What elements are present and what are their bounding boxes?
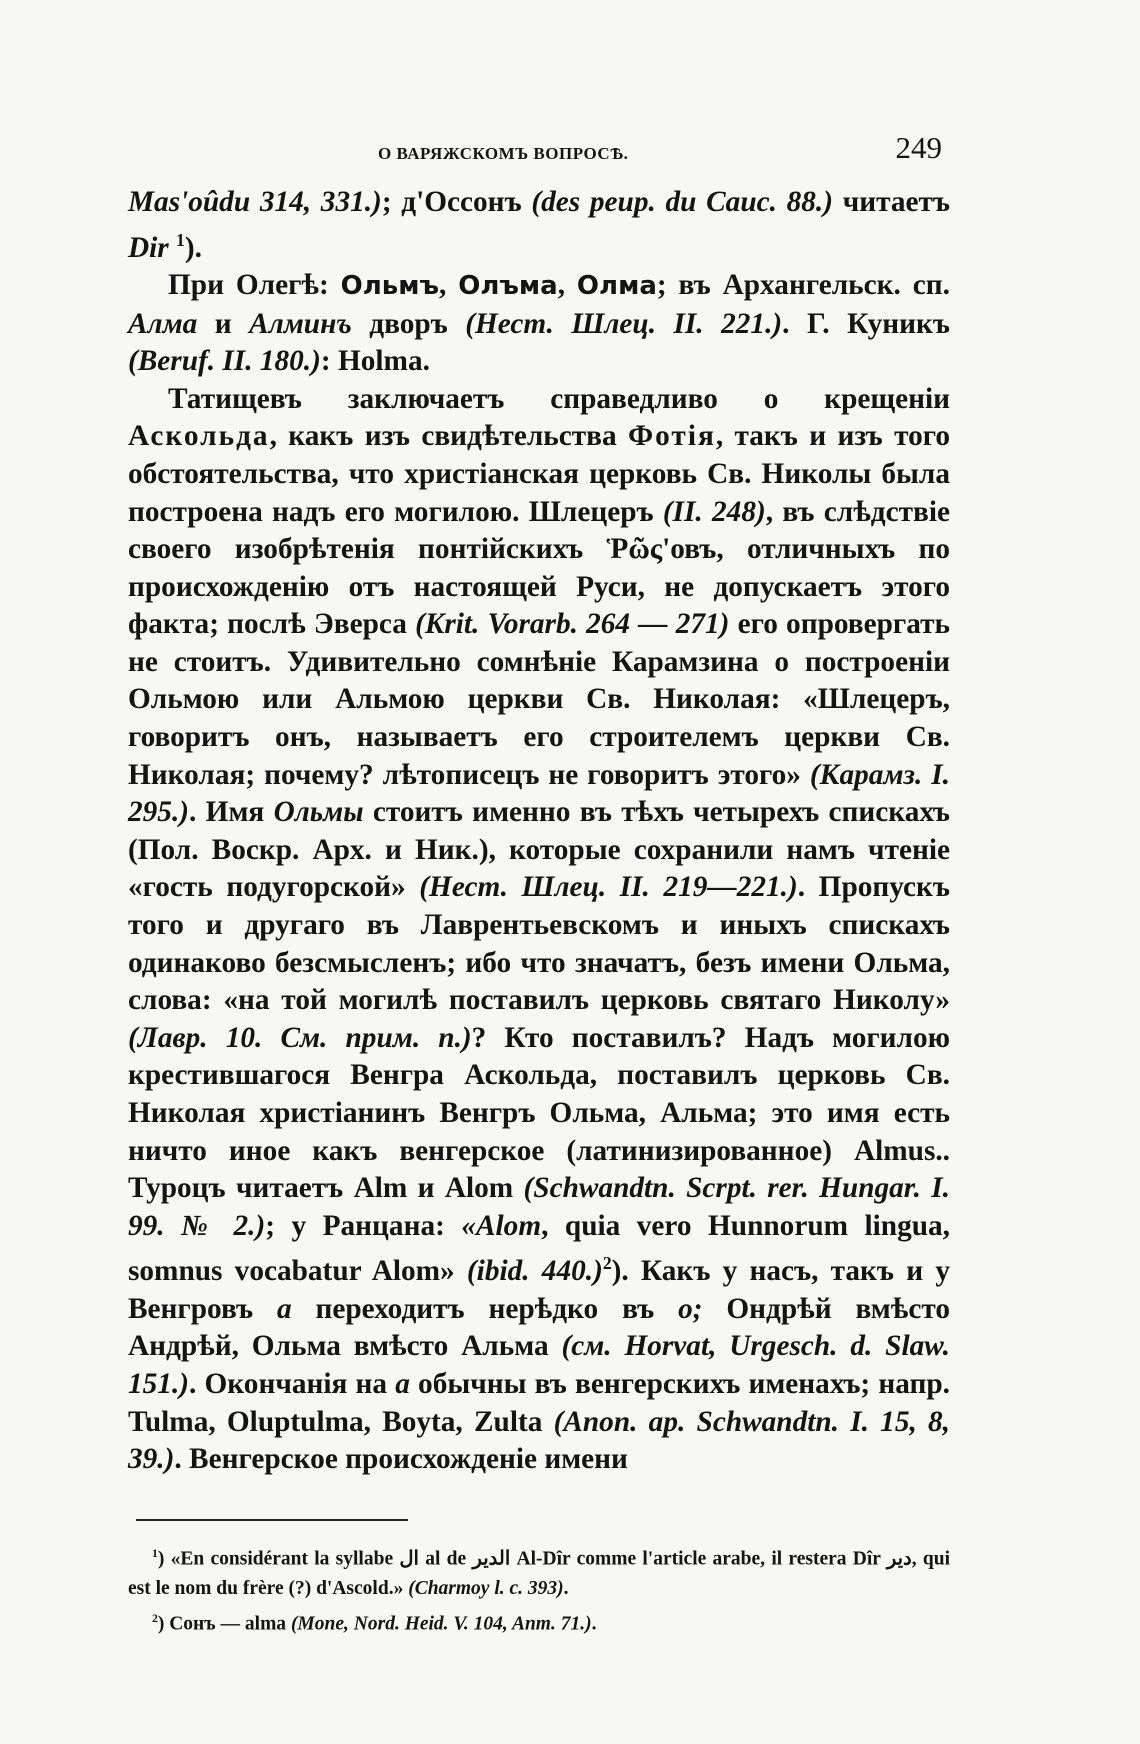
paragraph: Mas'oûdu 314, 331.); д'Оссонъ (des peup. du Cauc. 88.) читаетъ Dir $^1$). xyxy=(128,186,950,264)
body-text xyxy=(128,184,950,1479)
page-header xyxy=(128,128,950,176)
footnotes xyxy=(128,1539,950,1640)
footnote: $^1$) «En considérant la syllabe ال al de الدير Al-Dîr comme l'article arabe, il restera Dîr دير, qui est le nom du frère (?) d'Ascold.» (Charmoy l. c. 393). xyxy=(128,1546,951,1600)
footnote-divider xyxy=(136,1519,408,1521)
paragraph: Татищевъ заключаетъ справедливо о крещеніи Аскольда, какъ изъ свидѣтельства Фотія, такъ и изъ того обстоятельства, что христіанская церковь Св. Николы была построена надъ его могилою. Шлецеръ (II. 248), въ слѣдствіе своего изобрѣтенія понтійскихъ Ῥῶς'овъ, отличныхъ по происхожденію отъ настоящей Руси, не допускаетъ этого факта; послѣ Эверса (Krit. Vorarb. 264 — 271) его опровергать не стоитъ. Удивительно сомнѣніе Карамзина о построеніи Ольмою или Альмою церкви Св. Николая: «Шлецеръ, говоритъ онъ, называетъ его строителемъ церкви Св. Николая; почему? лѣтописецъ не говоритъ этого» (Карамз. I. 295.). Имя Ольмы стоитъ именно въ тѣхъ четырехъ спискахъ (Пол. Воскр. Арх. и Ник.), которые сохранили намъ чтеніе «гость подугорской» (Нест. Шлец. II. 219—221.). Пропускъ того и другаго въ Лаврентьевскомъ и иныхъ спискахъ одинаково безсмысленъ; ибо что значатъ, безъ имени Ольма, слова: «на той могилѣ поставилъ церковь святаго Николу» (Лавр. 10. См. прим. п.)? Кто поставилъ? Надъ могилою крестившагося Венгра Аскольда, поставилъ церковь Св. Николая христіанинъ Венгръ Ольма, Альма; это имя есть ничто иное какъ венгерское (латинизированное) Almus.. Туроцъ читаетъ Alm и Alom (Schwandtn. Scrpt. rer. Hungar. I. 99. № 2.); у Ранцана: «Alom, quia vero Hunnorum lingua, somnus vocabatur Alom» (ibid. 440.)$^2$). Какъ у насъ, такъ и у Венгровъ а переходитъ нерѣдко въ о; Ондрѣй вмѣсто Андрѣй, Ольма вмѣсто Альма (см. Horvat, Urgesch. d. Slaw. 151.). Окончанія на а обычны въ венгерскихъ именахъ; напр. Tulma, Oluptulma, Boyta, Zulta (Anon. ap. Schwandtn. I. 15, 8, 39.). Венгерское происхожденіе имени xyxy=(128,382,951,1476)
footnote: $^2$) Сонъ — alma (Mone, Nord. Heid. V. 104, Anm. 71.). xyxy=(152,1612,597,1635)
book-page xyxy=(128,128,950,1640)
running-title: О ВАРЯЖСКОМЪ ВОПРОСѢ. xyxy=(378,144,629,163)
page-number: 249 xyxy=(895,130,942,165)
paragraph: При Олегѣ: Ольмъ, Олъма, Олма; въ Архангельск. сп. Алма и Алминъ дворъ (Нест. Шлец. II. 221.). Г. Куникъ (Beruf. II. 180.): Holma. xyxy=(128,268,951,378)
